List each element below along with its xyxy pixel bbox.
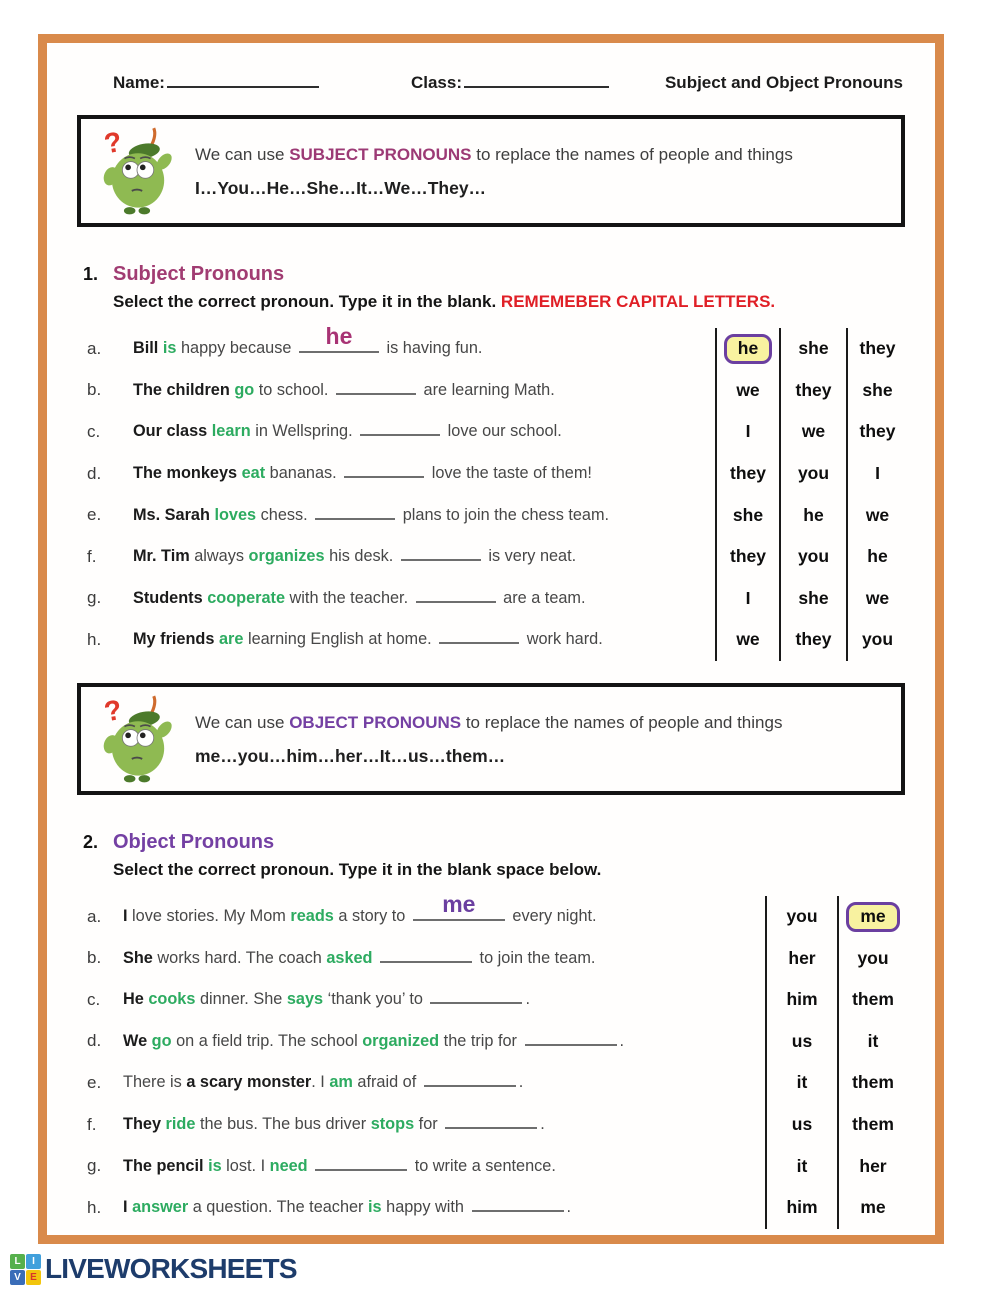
option-cell bbox=[846, 411, 907, 453]
verb-highlight: are bbox=[218, 630, 244, 649]
answer-blank[interactable] bbox=[315, 1162, 407, 1171]
subject-highlight: Mr. Tim bbox=[133, 547, 190, 566]
logo-tile: E bbox=[26, 1270, 41, 1285]
answer-blank[interactable] bbox=[360, 428, 440, 437]
option[interactable]: us bbox=[791, 1114, 813, 1135]
section-number: 1. bbox=[83, 264, 99, 284]
option-cell bbox=[715, 453, 779, 495]
subject-highlight: Our class bbox=[133, 422, 208, 441]
option[interactable]: it bbox=[796, 1072, 808, 1093]
option-cell bbox=[765, 896, 837, 938]
section-object-pronouns bbox=[75, 831, 907, 1229]
page-title: Subject and Object Pronouns bbox=[664, 73, 903, 92]
sentence-text: bananas. bbox=[265, 464, 342, 483]
option[interactable]: us bbox=[791, 1030, 813, 1051]
option-cell bbox=[837, 937, 907, 979]
answer-blank[interactable] bbox=[344, 469, 424, 478]
sentence-text bbox=[373, 949, 378, 967]
sentence bbox=[133, 506, 715, 525]
verb-highlight: eat bbox=[241, 464, 266, 483]
sentence-text: a story to bbox=[333, 907, 410, 926]
logo-tile: I bbox=[26, 1254, 41, 1269]
sentence-text: chess. bbox=[256, 505, 313, 524]
row-letter: g. bbox=[87, 588, 102, 608]
info-keyword: SUBJECT PRONOUNS bbox=[289, 145, 472, 164]
option-cell bbox=[765, 1104, 837, 1146]
option-cell bbox=[846, 536, 907, 578]
option[interactable]: you bbox=[861, 629, 894, 650]
sentence bbox=[133, 547, 715, 566]
option-cell bbox=[837, 1062, 907, 1104]
sentence-text: the trip for bbox=[439, 1031, 522, 1050]
row-letter: a. bbox=[87, 906, 102, 926]
option-cell bbox=[715, 619, 779, 661]
sentence-text: a question. The teacher bbox=[188, 1198, 369, 1217]
sentence-text bbox=[308, 1157, 313, 1175]
verb-highlight: cooks bbox=[148, 990, 196, 1009]
sentence-text: are learning Math. bbox=[418, 380, 555, 399]
option[interactable]: you bbox=[786, 906, 818, 927]
option-cell bbox=[846, 578, 907, 620]
answer-blank[interactable] bbox=[299, 323, 379, 353]
sentence-text: is very neat. bbox=[483, 547, 577, 566]
option[interactable]: she bbox=[798, 587, 829, 608]
sentence-text: . bbox=[540, 1115, 545, 1134]
option-cell bbox=[779, 494, 846, 536]
option-cell bbox=[765, 937, 837, 979]
sentence bbox=[133, 323, 715, 358]
selected-option[interactable]: he bbox=[724, 334, 772, 364]
subject-highlight: The pencil bbox=[123, 1156, 204, 1175]
row-letter: b. bbox=[87, 380, 102, 400]
option-cell bbox=[779, 453, 846, 495]
verb-highlight: reads bbox=[290, 907, 334, 926]
sentence-text: every night. bbox=[507, 907, 597, 926]
verb-highlight: learn bbox=[211, 422, 251, 441]
option[interactable]: we bbox=[801, 421, 826, 442]
exercise-rows bbox=[87, 891, 907, 1229]
info-sentence bbox=[195, 713, 887, 733]
sentence bbox=[123, 1073, 765, 1092]
sentence bbox=[123, 1198, 765, 1217]
option[interactable]: them bbox=[852, 1114, 894, 1135]
row-letter: e. bbox=[87, 1072, 102, 1092]
sentence-text: love stories. My Mom bbox=[127, 907, 291, 926]
info-text bbox=[195, 143, 887, 199]
option[interactable]: you bbox=[797, 463, 830, 484]
row-letter: d. bbox=[87, 1031, 102, 1051]
option-cell bbox=[837, 1187, 907, 1229]
sentence-text: for bbox=[414, 1115, 443, 1134]
class-label: Class: bbox=[410, 73, 462, 92]
section-subject-pronouns bbox=[75, 263, 907, 661]
sentence bbox=[123, 1115, 765, 1134]
logo-tile: L bbox=[10, 1254, 25, 1269]
sentence-text: . bbox=[566, 1198, 572, 1217]
svg-text:?: ? bbox=[101, 125, 125, 160]
sentence bbox=[123, 1157, 765, 1176]
sentence-text: . bbox=[619, 1031, 625, 1050]
option[interactable]: we bbox=[865, 504, 890, 525]
option-cell bbox=[715, 536, 779, 578]
instruction-text: Select the correct pronoun. Type it in the blank space below. bbox=[113, 859, 602, 879]
option-cell bbox=[837, 979, 907, 1021]
sentence bbox=[123, 1032, 765, 1051]
sentence-text: in Wellspring. bbox=[250, 422, 358, 441]
instruction-text: Select the correct pronoun. Type it in the blank. bbox=[113, 292, 501, 311]
verb-highlight: organized bbox=[362, 1031, 440, 1050]
name-field bbox=[113, 73, 319, 93]
pronoun-list: I…You…He…She…It…We…They… bbox=[195, 178, 487, 198]
typed-answer: he bbox=[325, 323, 353, 350]
sentence-text: plans to join the chess team. bbox=[398, 505, 610, 524]
worksheet-sheet bbox=[38, 34, 944, 1244]
option-cell bbox=[779, 619, 846, 661]
thinking-mascot-icon bbox=[95, 125, 179, 217]
row-letter: c. bbox=[87, 989, 101, 1009]
info-suffix: to replace the names of people and things bbox=[461, 712, 783, 732]
option[interactable]: it bbox=[867, 1030, 879, 1051]
option-cell bbox=[779, 536, 846, 578]
option-cell bbox=[837, 1104, 907, 1146]
class-field bbox=[411, 73, 609, 93]
row-letter: f. bbox=[87, 546, 97, 566]
option-cell bbox=[837, 1021, 907, 1063]
option[interactable]: he bbox=[867, 546, 888, 567]
sentence bbox=[123, 949, 765, 968]
sentence-text: love the taste of them! bbox=[427, 464, 592, 483]
subject-highlight: Bill bbox=[133, 339, 159, 358]
option-cell bbox=[715, 328, 779, 370]
option-cell bbox=[765, 1145, 837, 1187]
pronoun-list: me…you…him…her…It…us…them… bbox=[195, 745, 506, 766]
info-prefix: We can use bbox=[195, 145, 290, 164]
option-cell bbox=[846, 453, 907, 495]
answer-blank[interactable] bbox=[525, 1037, 617, 1046]
section-instruction bbox=[113, 292, 907, 312]
subject-pronoun-info-box bbox=[77, 115, 905, 227]
verb-highlight: cooperate bbox=[207, 588, 286, 607]
answer-blank[interactable] bbox=[472, 1203, 564, 1212]
svg-text:?: ? bbox=[101, 692, 125, 728]
row-letter: e. bbox=[87, 505, 102, 525]
section-heading bbox=[75, 263, 907, 286]
option-cell bbox=[715, 494, 779, 536]
verb-highlight: am bbox=[329, 1073, 353, 1092]
verb-highlight: is bbox=[368, 1198, 382, 1217]
liveworksheets-logo-icon bbox=[10, 1254, 41, 1285]
sentence-text: lost. I bbox=[221, 1156, 270, 1175]
option[interactable]: he bbox=[803, 504, 824, 525]
option[interactable]: she bbox=[732, 504, 764, 525]
option[interactable]: them bbox=[852, 1072, 894, 1093]
option[interactable]: we bbox=[865, 587, 890, 608]
option[interactable]: me bbox=[860, 1197, 886, 1218]
verb-highlight: says bbox=[286, 990, 324, 1009]
subject-highlight: a scary monster bbox=[186, 1073, 312, 1092]
option[interactable]: they bbox=[795, 379, 832, 400]
option[interactable]: she bbox=[862, 379, 893, 400]
option[interactable]: I bbox=[745, 587, 751, 608]
row-letter: h. bbox=[87, 1197, 102, 1217]
option[interactable]: them bbox=[852, 989, 894, 1010]
row-letter: c. bbox=[87, 421, 101, 441]
option[interactable]: him bbox=[786, 1197, 818, 1218]
row-letter: f. bbox=[87, 1114, 97, 1134]
option[interactable]: we bbox=[736, 379, 760, 400]
section-number: 2. bbox=[83, 831, 99, 852]
thinking-mascot-icon bbox=[95, 693, 179, 785]
option-cell bbox=[715, 578, 779, 620]
verb-highlight: is bbox=[162, 339, 177, 358]
selected-option[interactable]: me bbox=[846, 902, 899, 932]
answer-blank[interactable] bbox=[401, 552, 481, 561]
info-keyword: OBJECT PRONOUNS bbox=[289, 712, 462, 732]
sentence-text: ‘thank you’ to bbox=[323, 990, 428, 1009]
option[interactable]: we bbox=[736, 629, 760, 650]
verb-highlight: organizes bbox=[248, 547, 325, 566]
class-input-line[interactable] bbox=[464, 74, 609, 88]
verb-highlight: asked bbox=[326, 948, 373, 967]
option[interactable]: you bbox=[797, 546, 830, 567]
sentence-text: learning English at home. bbox=[243, 630, 437, 649]
answer-blank[interactable] bbox=[380, 954, 472, 963]
sentence-text: are a team. bbox=[498, 588, 586, 607]
option-cell bbox=[846, 619, 907, 661]
verb-highlight: is bbox=[208, 1156, 222, 1175]
subject-highlight: Students bbox=[133, 588, 203, 607]
logo-tile: V bbox=[10, 1270, 25, 1285]
option-cell bbox=[765, 1021, 837, 1063]
verb-highlight: ride bbox=[165, 1115, 196, 1134]
option[interactable]: I bbox=[875, 463, 880, 484]
subject-highlight: The monkeys bbox=[133, 464, 238, 483]
sentence bbox=[133, 630, 715, 649]
subject-highlight: The children bbox=[133, 380, 230, 399]
worksheet-header bbox=[75, 73, 907, 93]
row-letter: b. bbox=[87, 948, 102, 968]
option-cell bbox=[837, 896, 907, 938]
sentence bbox=[133, 422, 715, 441]
option-cell bbox=[765, 979, 837, 1021]
option-cell bbox=[837, 1145, 907, 1187]
option-cell bbox=[765, 1062, 837, 1104]
verb-highlight: go bbox=[234, 380, 255, 399]
sentence-text: his desk. bbox=[324, 547, 398, 566]
option[interactable]: they bbox=[730, 463, 766, 484]
answer-blank[interactable] bbox=[336, 386, 416, 395]
sentence-text: work hard. bbox=[522, 630, 603, 649]
object-pronoun-info-box bbox=[77, 683, 905, 795]
subject-highlight: I bbox=[123, 907, 128, 926]
verb-highlight: loves bbox=[214, 505, 257, 524]
answer-blank[interactable] bbox=[445, 1120, 537, 1129]
sentence bbox=[133, 381, 715, 400]
verb-highlight: stops bbox=[370, 1115, 415, 1134]
info-sentence bbox=[195, 145, 887, 165]
sentence-text: love our school. bbox=[443, 422, 562, 441]
option-cell bbox=[846, 494, 907, 536]
option-cell bbox=[779, 578, 846, 620]
option[interactable]: they bbox=[859, 421, 896, 442]
info-suffix: to replace the names of people and things bbox=[471, 145, 793, 164]
sentence-text: is having fun. bbox=[381, 339, 483, 358]
option[interactable]: she bbox=[798, 338, 829, 359]
sentence bbox=[133, 464, 715, 483]
option-cell bbox=[846, 370, 907, 412]
answer-blank[interactable] bbox=[413, 891, 505, 921]
typed-answer: me bbox=[442, 891, 476, 918]
answer-blank[interactable] bbox=[439, 636, 519, 645]
answer-blank[interactable] bbox=[315, 511, 395, 520]
verb-highlight: go bbox=[151, 1031, 172, 1050]
option[interactable]: him bbox=[786, 989, 818, 1010]
option-cell bbox=[765, 1187, 837, 1229]
verb-highlight: answer bbox=[132, 1198, 189, 1217]
answer-blank[interactable] bbox=[424, 1078, 516, 1087]
subject-highlight: He bbox=[123, 990, 144, 1009]
sentence-text: afraid of bbox=[352, 1073, 421, 1092]
section-instruction bbox=[113, 860, 907, 880]
sentence bbox=[123, 891, 765, 926]
sentence bbox=[133, 589, 715, 608]
name-label: Name: bbox=[113, 73, 165, 92]
row-letter: d. bbox=[87, 463, 102, 483]
option-cell bbox=[779, 328, 846, 370]
liveworksheets-footer bbox=[10, 1253, 297, 1285]
section-title: Object Pronouns bbox=[113, 830, 275, 853]
option-cell bbox=[715, 411, 779, 453]
sentence-text: to school. bbox=[254, 380, 333, 399]
sentence-text: . bbox=[518, 1073, 524, 1092]
row-letter: a. bbox=[87, 338, 102, 358]
sentence-text: happy because bbox=[176, 339, 296, 358]
option[interactable]: her bbox=[859, 1155, 887, 1176]
subject-highlight: She bbox=[123, 948, 153, 967]
answer-blank[interactable] bbox=[430, 995, 522, 1004]
option[interactable]: they bbox=[730, 546, 766, 567]
row-letter: h. bbox=[87, 629, 102, 649]
verb-highlight: need bbox=[269, 1156, 308, 1175]
subject-highlight: Ms. Sarah bbox=[133, 505, 210, 524]
sentence-text: . I bbox=[311, 1073, 330, 1092]
option[interactable]: it bbox=[796, 1155, 808, 1176]
sentence-text: dinner. She bbox=[195, 990, 287, 1009]
option-cell bbox=[779, 370, 846, 412]
section-heading bbox=[75, 831, 907, 854]
sentence-text: . bbox=[525, 990, 531, 1009]
option-cell bbox=[715, 370, 779, 412]
sentence-text: There is bbox=[123, 1073, 187, 1092]
sentence-text: works hard. The coach bbox=[152, 948, 327, 967]
sentence-text: with the teacher. bbox=[285, 588, 413, 607]
option[interactable]: they bbox=[859, 338, 896, 359]
sentence bbox=[123, 990, 765, 1009]
sentence-text: always bbox=[189, 547, 249, 566]
exercise-rows bbox=[87, 323, 907, 661]
row-letter: g. bbox=[87, 1156, 102, 1176]
sentence-text: to join the team. bbox=[475, 948, 596, 967]
sentence-text: the bus. The bus driver bbox=[195, 1115, 371, 1134]
option-cell bbox=[779, 411, 846, 453]
subject-highlight: We bbox=[123, 1031, 148, 1050]
option[interactable]: you bbox=[857, 947, 889, 968]
sentence-text: on a field trip. The school bbox=[171, 1031, 363, 1050]
subject-highlight: They bbox=[123, 1115, 162, 1134]
info-text bbox=[195, 711, 887, 767]
section-title: Subject Pronouns bbox=[113, 263, 285, 285]
logo-text: LIVEWORKSHEETS bbox=[45, 1253, 297, 1284]
instruction-warning: REMEMEBER CAPITAL LETTERS. bbox=[500, 292, 776, 311]
option-cell bbox=[846, 328, 907, 370]
option[interactable]: her bbox=[788, 947, 816, 968]
sentence-text: happy with bbox=[381, 1198, 469, 1217]
name-input-line[interactable] bbox=[167, 74, 319, 88]
option[interactable]: they bbox=[795, 629, 832, 650]
subject-highlight: My friends bbox=[133, 630, 215, 649]
subject-highlight: I bbox=[123, 1198, 128, 1217]
option[interactable]: I bbox=[745, 421, 751, 442]
info-prefix: We can use bbox=[195, 712, 290, 732]
sentence-text: to write a sentence. bbox=[410, 1156, 556, 1175]
answer-blank[interactable] bbox=[416, 594, 496, 603]
